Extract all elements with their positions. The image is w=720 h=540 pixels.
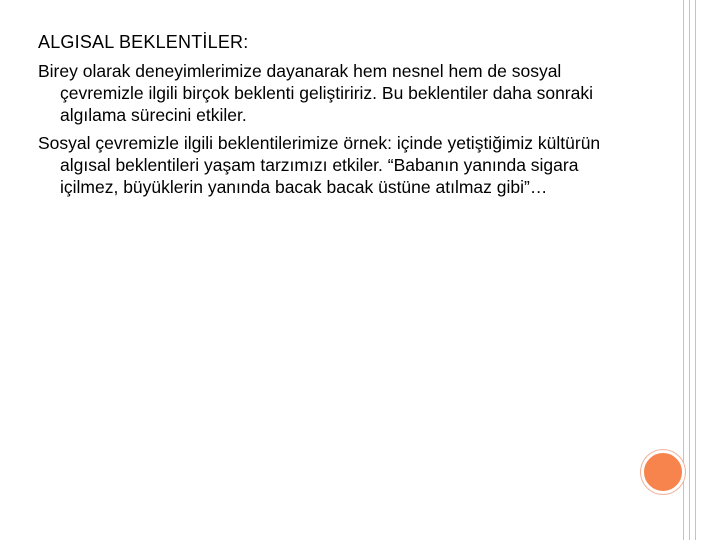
decorative-line: [695, 0, 696, 540]
decorative-line: [689, 0, 690, 540]
decorative-circle: [641, 450, 685, 494]
paragraph-example: Sosyal çevremizle ilgili beklentilerimize örnek: içinde yetiştiğimiz kültürün algısal beklentileri yaşam tarzımızı etkiler. “Babanın yanında sigara içilmez, büyüklerin yanında bacak bacak üstüne atılmaz gibi”…: [38, 133, 601, 197]
decorative-line: [683, 0, 684, 540]
slide-heading: ALGISAL BEKLENTİLER:: [38, 32, 249, 52]
slide-content: [38, 30, 638, 204]
paragraph-definition: Birey olarak deneyimlerimize dayanarak hem nesnel hem de sosyal çevremizle ilgili birçok beklenti geliştiririz. Bu beklentiler daha sonraki algılama sürecini etkiler.: [38, 61, 593, 125]
